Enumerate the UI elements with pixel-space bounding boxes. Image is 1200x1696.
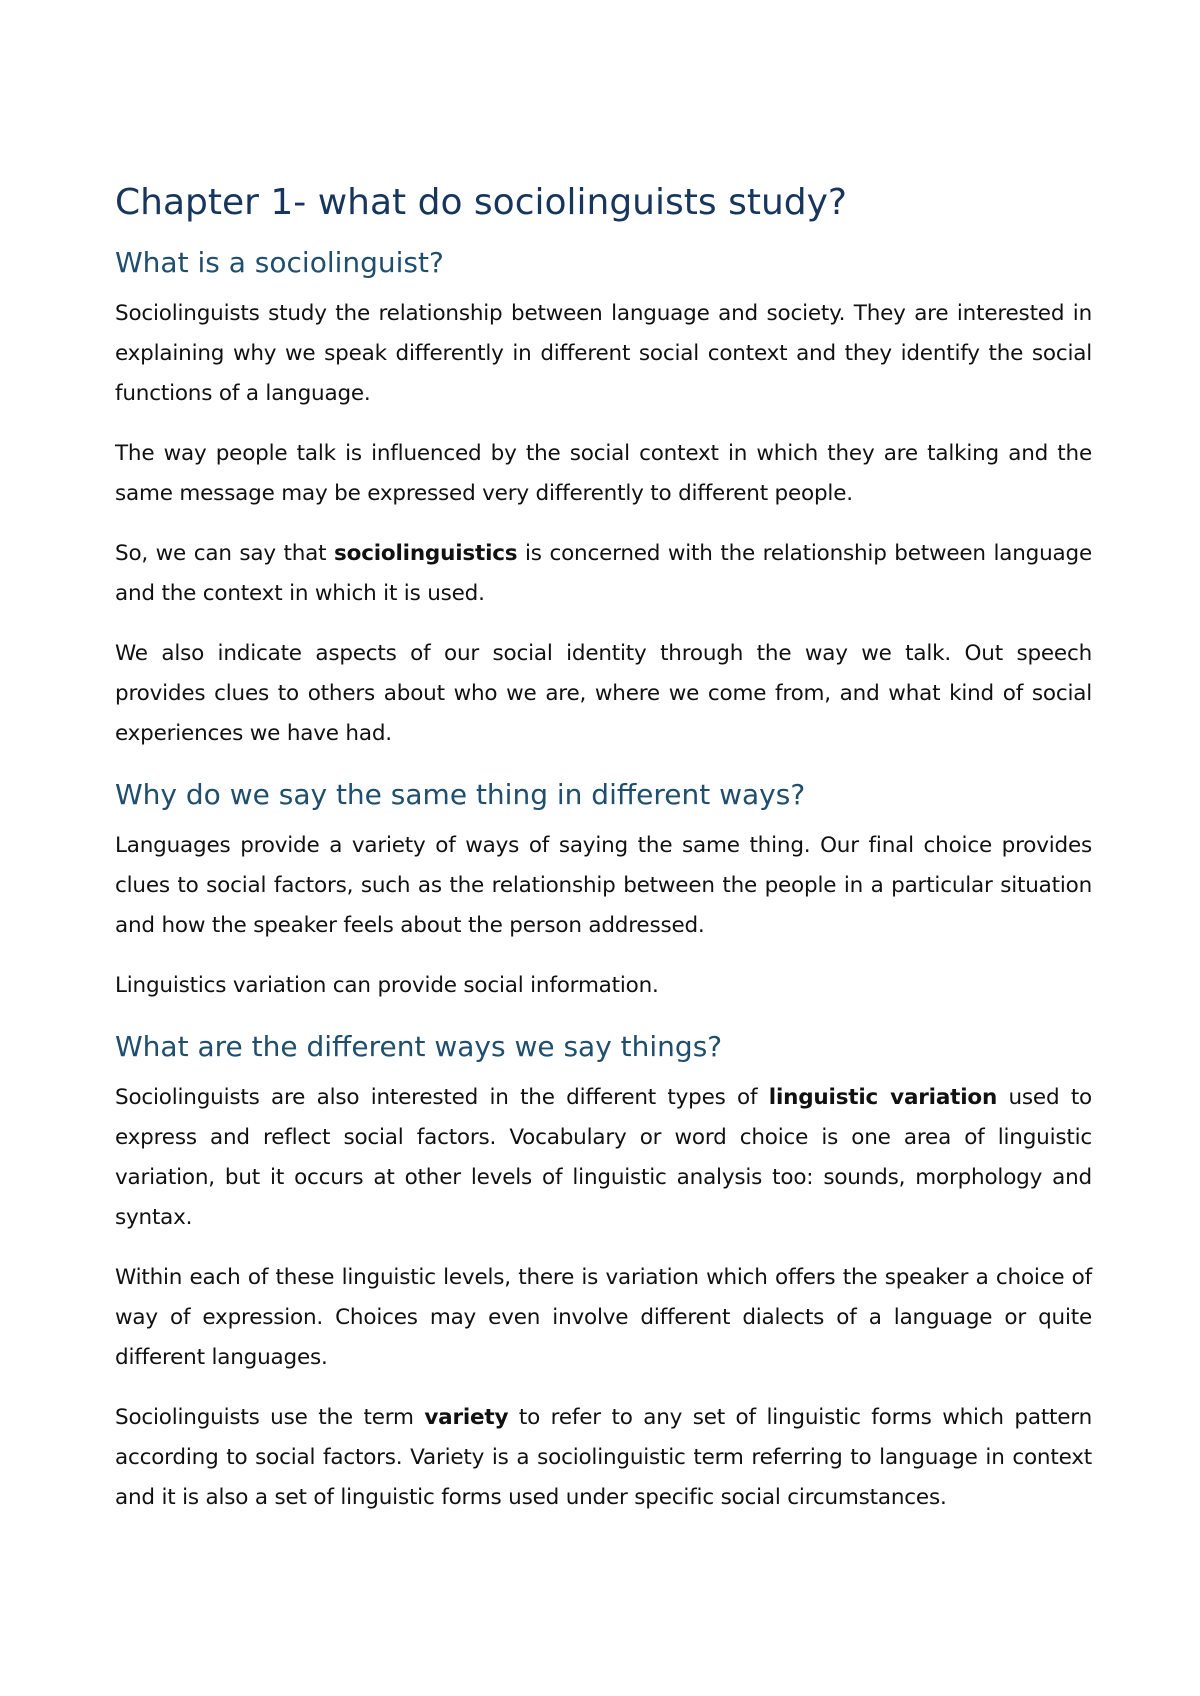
paragraph-text: So, we can say that xyxy=(115,541,335,566)
section-heading-different-ways: What are the different ways we say things? xyxy=(115,1030,723,1063)
page-title: Chapter 1- what do sociolinguists study? xyxy=(115,182,848,223)
paragraph-text: Sociolinguists are also interested in the different types of xyxy=(115,1085,769,1110)
paragraph xyxy=(115,1258,1092,1378)
bold-term-linguistic-variation: linguistic variation xyxy=(768,1085,998,1110)
paragraph xyxy=(115,1398,1092,1518)
paragraph xyxy=(115,534,1092,614)
bold-term-sociolinguistics: sociolinguistics xyxy=(334,541,518,566)
paragraph-text: The way people talk is influenced by the social context in which they are talking and the same message may be expressed very differently to different people. xyxy=(115,441,1092,506)
paragraph xyxy=(115,1078,1092,1238)
bold-term-variety: variety xyxy=(424,1405,509,1430)
paragraph-text: to refer to any set of linguistic forms which pattern according to social factors. Variety is a sociolinguistic term referring to language in context and it is also a set of linguistic forms used under specific social circumstances. xyxy=(115,1405,1092,1510)
paragraph-text: Sociolinguists study the relationship between language and society. They are interested in explaining why we speak differently in different social context and they identify the social functions of a language. xyxy=(115,301,1092,406)
paragraph-text: We also indicate aspects of our social identity through the way we talk. Out speech provides clues to others about who we are, where we come from, and what kind of social experiences we have had. xyxy=(115,641,1092,746)
paragraph-text: Linguistics variation can provide social information. xyxy=(115,973,659,998)
section-heading-what-is-sociolinguist: What is a sociolinguist? xyxy=(115,246,444,279)
paragraph xyxy=(115,826,1092,946)
section-heading-why-same-thing: Why do we say the same thing in different ways? xyxy=(115,778,806,811)
paragraph-text: Within each of these linguistic levels, there is variation which offers the speaker a choice of way of expression. Choices may even involve different dialects of a language or quite different languages. xyxy=(115,1265,1092,1370)
paragraph xyxy=(115,434,1092,514)
paragraph-text: is concerned with the relationship between language and the context in which it is used. xyxy=(115,541,1092,606)
paragraph-text: Sociolinguists use the term xyxy=(115,1405,425,1430)
paragraph xyxy=(115,634,1092,754)
paragraph xyxy=(115,294,1092,414)
paragraph-text: Languages provide a variety of ways of saying the same thing. Our final choice provides clues to social factors, such as the relationship between the people in a particular situation and how the speaker feels about the person addressed. xyxy=(115,833,1092,938)
paragraph-text: used to express and reflect social factors. Vocabulary or word choice is one area of linguistic variation, but it occurs at other levels of linguistic analysis too: sounds, morphology and syntax. xyxy=(115,1085,1092,1230)
paragraph xyxy=(115,966,1092,1006)
